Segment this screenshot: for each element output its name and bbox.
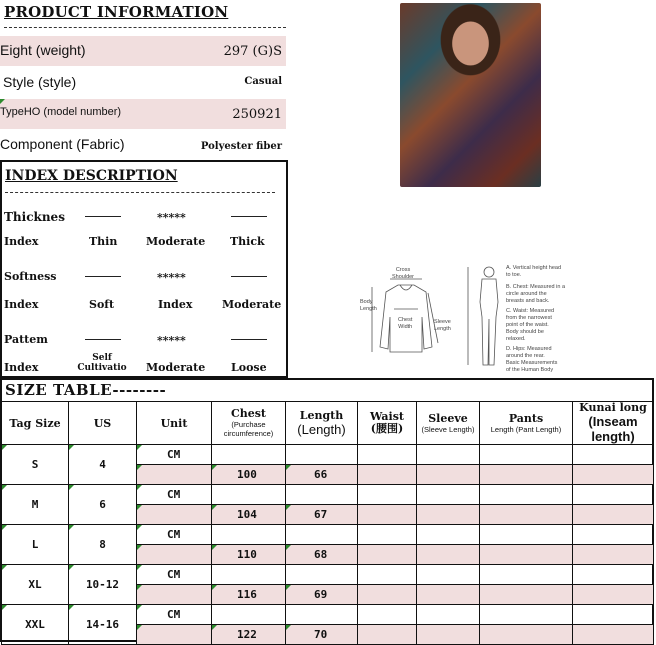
empty-cell bbox=[480, 505, 573, 525]
empty-cell bbox=[573, 565, 654, 585]
empty-cell bbox=[480, 565, 573, 585]
option-loose: Loose bbox=[231, 361, 267, 374]
unit-cell-value bbox=[137, 505, 212, 525]
option-thin: Thin bbox=[89, 235, 118, 248]
size-cell: XXL bbox=[2, 605, 69, 645]
empty-cell bbox=[480, 465, 573, 485]
header-length: Length (Length) bbox=[286, 402, 358, 445]
index-label: Index bbox=[4, 298, 39, 311]
scale-line bbox=[85, 339, 121, 340]
us-cell: 6 bbox=[69, 485, 137, 525]
option-index: Index bbox=[158, 298, 193, 311]
header-chest: Chest (Purchase circumference) bbox=[212, 402, 286, 445]
measurement-diagram bbox=[358, 257, 578, 375]
size-cell: S bbox=[2, 445, 69, 485]
header-us: US bbox=[69, 402, 137, 445]
empty-cell bbox=[212, 565, 286, 585]
divider bbox=[5, 192, 275, 193]
option-moderate: Moderate bbox=[146, 361, 206, 374]
empty-cell bbox=[417, 545, 480, 565]
empty-cell bbox=[286, 485, 358, 505]
length-cell: 68 bbox=[286, 545, 358, 565]
product-info-title: PRODUCT INFORMATION bbox=[4, 3, 229, 21]
empty-cell bbox=[417, 485, 480, 505]
empty-cell bbox=[573, 625, 654, 645]
empty-cell bbox=[358, 605, 417, 625]
option-self-cultivation: Self Cultivatio bbox=[77, 353, 127, 373]
empty-cell bbox=[212, 605, 286, 625]
model-label: TypeHO (model number) bbox=[0, 106, 122, 118]
unit-cell: CM bbox=[137, 445, 212, 465]
empty-cell bbox=[417, 525, 480, 545]
weight-value: 297 (G)S bbox=[223, 44, 282, 59]
style-label: Style (style) bbox=[3, 74, 77, 90]
model-row bbox=[0, 99, 286, 129]
empty-cell bbox=[358, 505, 417, 525]
empty-cell bbox=[573, 545, 654, 565]
note-b: B. Chest: Measured in a circle around the breasts and back. bbox=[506, 284, 566, 304]
size-cell: L bbox=[2, 525, 69, 565]
empty-cell bbox=[480, 485, 573, 505]
empty-cell bbox=[480, 445, 573, 465]
unit-cell-value bbox=[137, 585, 212, 605]
table-row bbox=[2, 525, 654, 545]
empty-cell bbox=[358, 465, 417, 485]
empty-cell bbox=[286, 565, 358, 585]
index-title: INDEX DESCRIPTION bbox=[5, 168, 178, 184]
size-cell: M bbox=[2, 485, 69, 525]
softness-label: Softness bbox=[4, 270, 57, 283]
unit-cell-value bbox=[137, 545, 212, 565]
empty-cell bbox=[573, 465, 654, 485]
empty-cell bbox=[286, 525, 358, 545]
chest-width-label: Chest Width bbox=[398, 317, 413, 330]
empty-cell bbox=[480, 625, 573, 645]
scale-line bbox=[231, 216, 267, 217]
unit-cell: CM bbox=[137, 525, 212, 545]
thickness-label: Thicknes bbox=[4, 210, 65, 224]
note-d: D. Hips: Measured around the rear. Basic Measurements of the Human Body bbox=[506, 346, 558, 373]
us-cell: 4 bbox=[69, 445, 137, 485]
unit-cell: CM bbox=[137, 565, 212, 585]
model-value: 250921 bbox=[232, 107, 282, 122]
chest-cell: 100 bbox=[212, 465, 286, 485]
empty-cell bbox=[417, 445, 480, 465]
empty-cell bbox=[286, 445, 358, 465]
chest-cell: 116 bbox=[212, 585, 286, 605]
header-row bbox=[2, 402, 654, 445]
weight-label: Eight (weight) bbox=[0, 42, 86, 58]
header-sleeve: Sleeve (Sleeve Length) bbox=[417, 402, 480, 445]
option-soft: Soft bbox=[89, 298, 115, 311]
empty-cell bbox=[417, 585, 480, 605]
index-label: Index bbox=[4, 361, 39, 374]
unit-cell: CM bbox=[137, 605, 212, 625]
empty-cell bbox=[480, 525, 573, 545]
index-top-border bbox=[0, 160, 286, 162]
empty-cell bbox=[417, 465, 480, 485]
us-cell: 8 bbox=[69, 525, 137, 565]
stars: ***** bbox=[157, 271, 186, 284]
empty-cell bbox=[480, 605, 573, 625]
cross-shoulder-label: Cross Shoulder bbox=[392, 267, 415, 280]
table-row bbox=[2, 605, 654, 625]
empty-cell bbox=[358, 485, 417, 505]
scale-line bbox=[85, 276, 121, 277]
empty-cell bbox=[358, 525, 417, 545]
header-unit: Unit bbox=[137, 402, 212, 445]
chest-cell: 104 bbox=[212, 505, 286, 525]
size-table-title: SIZE TABLE-------- bbox=[5, 381, 167, 399]
stars: ***** bbox=[157, 211, 186, 224]
table-row bbox=[2, 485, 654, 505]
fabric-label: Component (Fabric) bbox=[0, 136, 125, 152]
empty-cell bbox=[212, 525, 286, 545]
empty-cell bbox=[573, 585, 654, 605]
empty-cell bbox=[573, 505, 654, 525]
empty-cell bbox=[212, 485, 286, 505]
empty-cell bbox=[573, 445, 654, 465]
empty-cell bbox=[212, 445, 286, 465]
unit-cell-value bbox=[137, 625, 212, 645]
empty-cell bbox=[358, 545, 417, 565]
empty-cell bbox=[417, 505, 480, 525]
empty-cell bbox=[417, 605, 480, 625]
sleeve-length-label: Sleeve Length bbox=[434, 319, 451, 332]
style-value: Casual bbox=[244, 76, 282, 87]
style-row bbox=[0, 68, 286, 98]
header-tag-size: Tag Size bbox=[2, 402, 69, 445]
empty-cell bbox=[573, 525, 654, 545]
chest-cell: 110 bbox=[212, 545, 286, 565]
table-row bbox=[2, 445, 654, 465]
empty-cell bbox=[286, 605, 358, 625]
header-pants: Pants Length (Pant Length) bbox=[480, 402, 573, 445]
length-cell: 66 bbox=[286, 465, 358, 485]
length-cell: 67 bbox=[286, 505, 358, 525]
size-table bbox=[1, 401, 654, 645]
divider bbox=[4, 27, 286, 28]
stars: ***** bbox=[157, 334, 186, 347]
empty-cell bbox=[358, 585, 417, 605]
note-a: A. Vertical height head to toe. bbox=[506, 265, 562, 278]
fabric-row bbox=[0, 130, 286, 160]
unit-cell-value bbox=[137, 465, 212, 485]
index-label: Index bbox=[4, 235, 39, 248]
note-c: C. Waist: Measured from the narrowest point of the waist. Body should be relaxed. bbox=[506, 308, 555, 342]
empty-cell bbox=[480, 585, 573, 605]
us-cell: 10-12 bbox=[69, 565, 137, 605]
scale-line bbox=[231, 276, 267, 277]
length-cell: 69 bbox=[286, 585, 358, 605]
empty-cell bbox=[417, 565, 480, 585]
empty-cell bbox=[573, 605, 654, 625]
size-cell: XL bbox=[2, 565, 69, 605]
option-moderate: Moderate bbox=[222, 298, 282, 311]
fabric-value: Polyester fiber bbox=[200, 141, 282, 152]
empty-cell bbox=[480, 545, 573, 565]
header-inseam: Kunai long (Inseam length) bbox=[573, 402, 654, 445]
table-row bbox=[2, 565, 654, 585]
empty-cell bbox=[573, 485, 654, 505]
chest-cell: 122 bbox=[212, 625, 286, 645]
weight-row bbox=[0, 36, 286, 66]
scale-line bbox=[231, 339, 267, 340]
pattern-label: Pattem bbox=[4, 333, 48, 346]
header-waist: Waist (腰围) bbox=[358, 402, 417, 445]
option-moderate: Moderate bbox=[146, 235, 206, 248]
scale-line bbox=[85, 216, 121, 217]
unit-cell: CM bbox=[137, 485, 212, 505]
empty-cell bbox=[358, 565, 417, 585]
body-length-label: Body Length bbox=[360, 299, 377, 312]
product-photo bbox=[400, 3, 541, 187]
empty-cell bbox=[358, 625, 417, 645]
empty-cell bbox=[417, 625, 480, 645]
length-cell: 70 bbox=[286, 625, 358, 645]
option-thick: Thick bbox=[230, 235, 265, 248]
empty-cell bbox=[358, 445, 417, 465]
us-cell: 14-16 bbox=[69, 605, 137, 645]
